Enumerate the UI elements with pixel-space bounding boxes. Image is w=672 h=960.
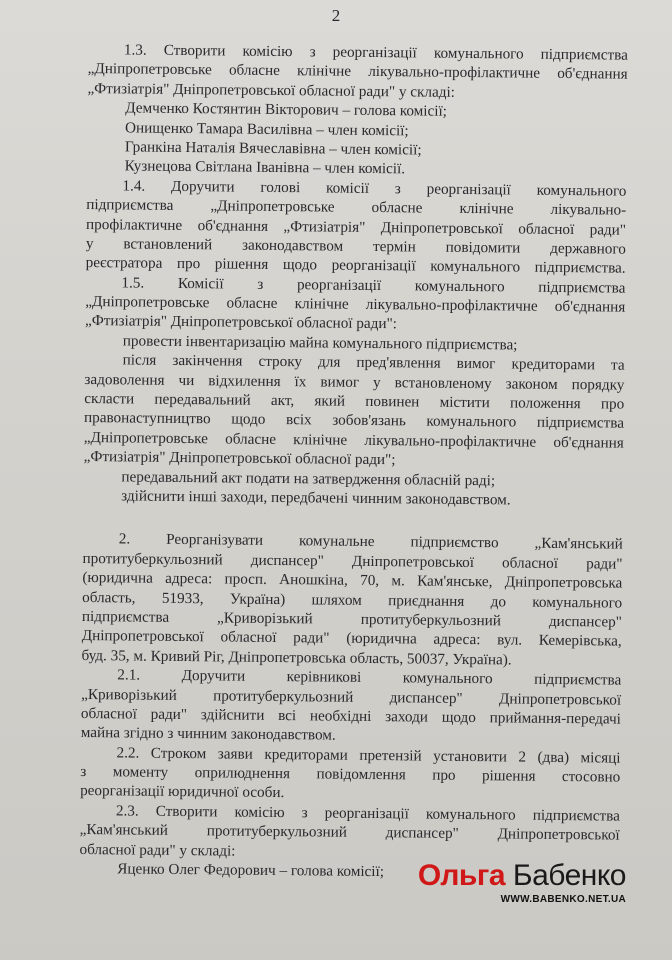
- text-line: правонаступництво щодо всіх зобов'язань комунального підприємства: [83, 409, 625, 433]
- text-line: передавальний акт подати на затвердження обласній раді;: [121, 467, 496, 489]
- text-line: „Фтизіатрія" Дніпропетровської обласної ради";: [83, 448, 396, 469]
- text-line: (юридична адреса: просп. Аношкіна, 70, м. Кам'янське, Дніпропетровська: [82, 569, 623, 592]
- text-line: здійснити інші заходи, передбачені чинним законодавством.: [121, 487, 511, 509]
- text-line: 1.4. Доручити голові комісії з реорганізації комунального: [122, 177, 627, 200]
- watermark-last-name: Бабенко: [512, 859, 626, 892]
- watermark-url: WWW.BABENKO.NET.UA: [500, 894, 626, 905]
- text-line: „Фтизіатрія" Дніпропетровської обласної ради" у складі:: [87, 79, 456, 101]
- text-line: підприємства „Дніпропетровське обласне клінічне лікувально-: [86, 196, 627, 219]
- text-line: після закінчення строку для пред'явлення вимог кредиторами та: [122, 351, 625, 374]
- text-line: область, 51933, Україна) шляхом приєднання до комунального: [82, 588, 623, 612]
- watermark-name: [418, 860, 626, 892]
- text-line: „Дніпропетровське обласне клінічне лікувально-профілактичне об'єднання: [87, 60, 628, 84]
- text-line: буд. 35, м. Кривий Ріг, Дніпропетровська область, 50037, Україна).: [81, 646, 512, 669]
- text-line: 1.3. Створити комісію з реорганізації комунального підприємства: [123, 41, 628, 64]
- text-line: з моменту оприлюднення повідомлення про рішення стосовно: [80, 763, 621, 786]
- text-line: 2. Реорганізувати комунальне підприємство „Кам'янський: [118, 530, 623, 554]
- text-line: провести інвентаризацію майна комунального підприємства;: [122, 332, 518, 354]
- text-line: Яценко Олег Федорович – голова комісії;: [117, 860, 385, 881]
- text-line: 2.3. Створити комісію з реорганізації комунального підприємства: [115, 802, 620, 825]
- text-line: „Дніпропетровське обласне клінічне лікувально-профілактичне об'єднання: [83, 428, 624, 452]
- text-line: підприємства „Криворізький протитуберкульозний диспансер": [81, 607, 623, 631]
- text-line: 1.5. Комісії з реорганізації комунального підприємства: [121, 274, 626, 297]
- text-line: обласної ради" у складі:: [79, 840, 236, 860]
- text-line: 2.2. Строком заяви кредиторами претензій установити 2 (два) місяці: [116, 744, 621, 767]
- document-body: [79, 40, 628, 884]
- text-line: реєстратора про рішення щодо реорганізації комунального підприємства.: [85, 254, 626, 277]
- text-line: 2.1. Доручити керівникові комунального підприємства: [117, 666, 622, 689]
- watermark: [418, 860, 626, 905]
- text-line: реорганізації юридичної особи.: [80, 782, 285, 802]
- text-line: „Кам'янський протитуберкульозний диспансер" Дніпропетровської: [79, 821, 620, 844]
- text-line: „Фтизіатрія" Дніпропетровської обласної ради":: [84, 312, 398, 333]
- text-line: скласти передавальний акт, який повинен містити положення про: [84, 390, 625, 413]
- text-line: Онищенко Тамара Василівна – член комісії;: [124, 118, 409, 139]
- page-number: 2: [331, 6, 341, 25]
- text-line: „Криворізький протитуберкульозний диспансер" Дніпропетровської: [81, 685, 622, 709]
- text-line: Кузнецова Світлана Іванівна – член комісії.: [124, 157, 406, 178]
- text-line: Гранкіна Наталія Вячеславівна – член комісії;: [124, 138, 422, 159]
- text-line: „Дніпропетровське обласне клінічне лікувально-профілактичне об'єднання: [85, 293, 626, 316]
- text-line: задоволення чи відхилення їх вимог у встановленому законом порядку: [84, 370, 625, 394]
- text-line: майна згідно з чинним законодавством.: [80, 724, 336, 744]
- watermark-first-name: Ольга: [417, 859, 506, 892]
- text-line: обласної ради" здійснити всі необхідні заходи щодо приймання-передачі: [80, 704, 622, 728]
- text-line: у встановлений законодавством термін повідомити державного: [85, 234, 626, 258]
- text-line: протитуберкульозний диспансер" Дніпропетровської обласної ради": [82, 549, 623, 573]
- text-line: профілактичне об'єднання „Фтизіатрія" Дніпропетровської обласної ради": [85, 215, 627, 239]
- text-line: Демченко Костянтин Вікторович – голова комісії;: [125, 99, 448, 120]
- text-line: Дніпропетровської обласної ради" (юридична адреса: вул. Кемерівська,: [81, 627, 622, 650]
